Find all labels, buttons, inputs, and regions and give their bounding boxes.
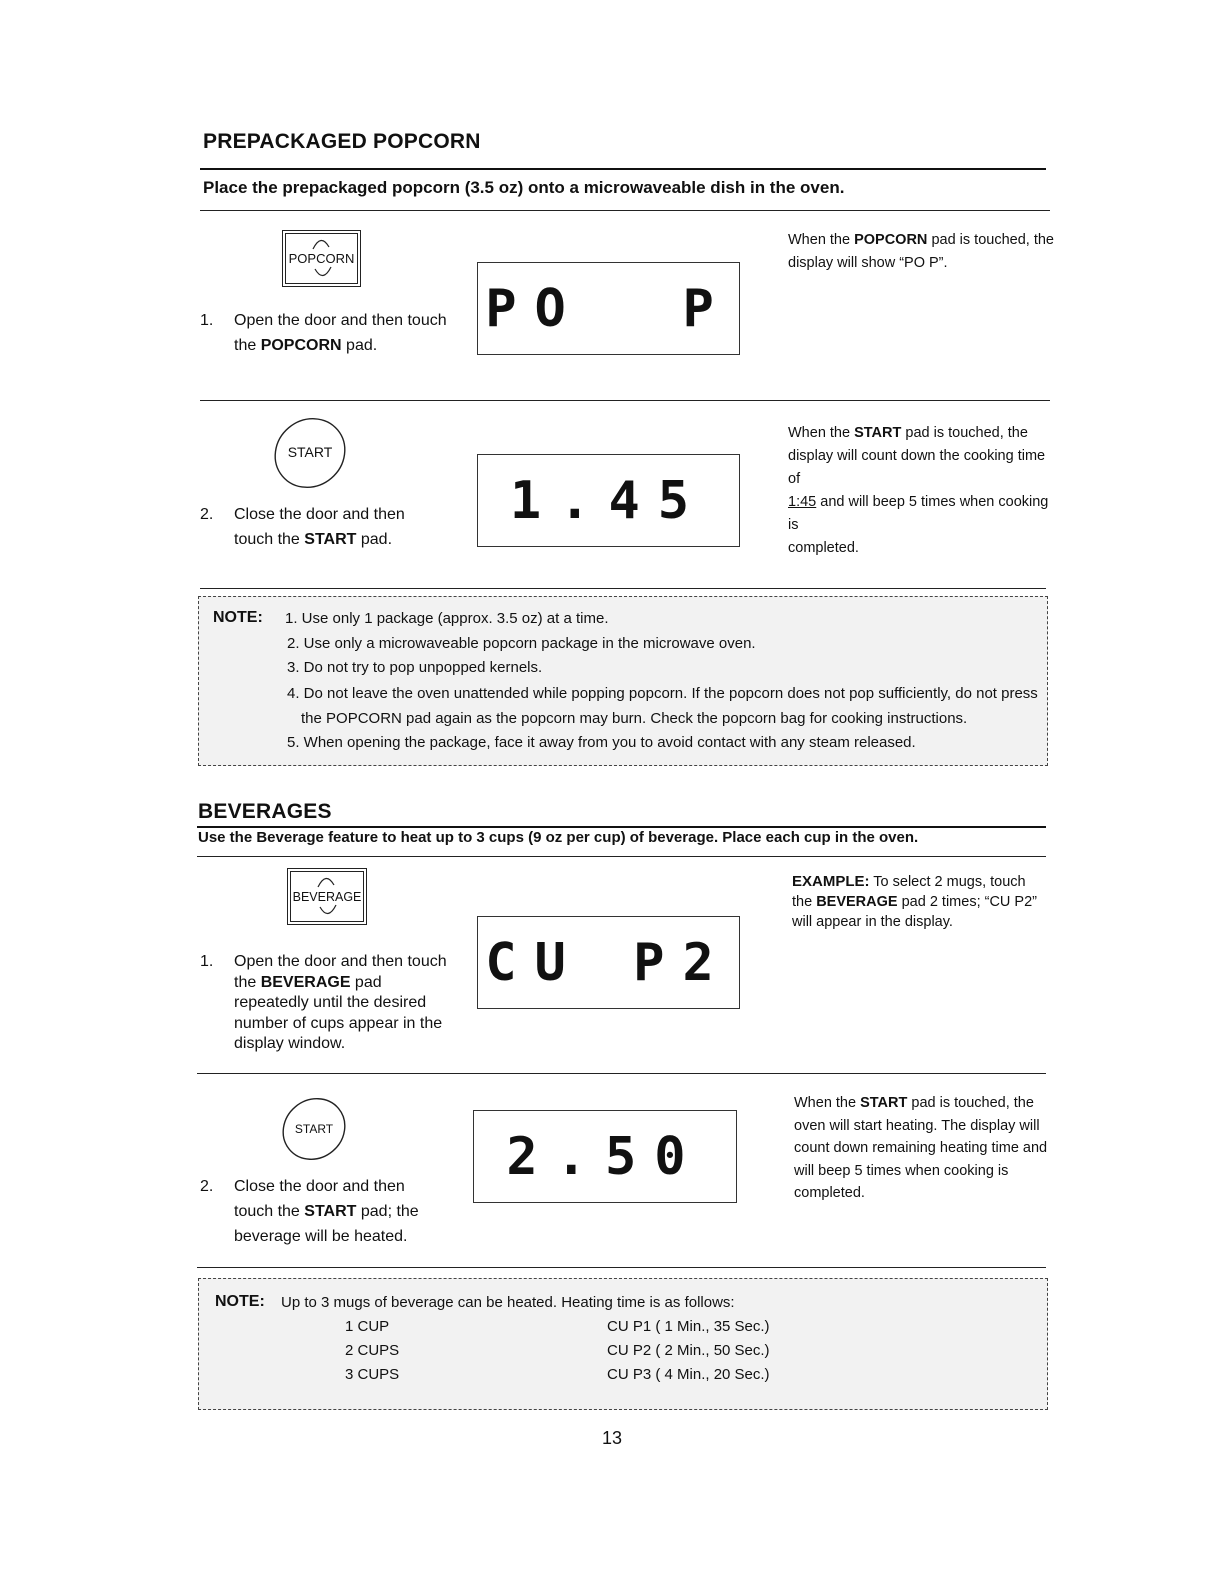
start-pad-label: START: [287, 444, 333, 460]
section-title-popcorn: PREPACKAGED POPCORN: [203, 130, 481, 153]
divider: [200, 588, 1046, 589]
start-pad[interactable]: [277, 1090, 351, 1168]
side-line: the BEVERAGE pad 2 times; “CU P2”: [792, 894, 1037, 910]
beverage-step-2: [200, 1174, 460, 1250]
side-line: count down remaining heating time and: [794, 1140, 1048, 1156]
step-line: Close the door and then: [234, 506, 405, 523]
divider: [200, 210, 1050, 211]
side-line: When the POPCORN pad is touched, the: [788, 232, 1054, 248]
step-line: touch the START pad; the: [234, 1203, 419, 1220]
beverage-display-2: [473, 1110, 737, 1203]
side-line: When the START pad is touched, the: [788, 425, 1028, 441]
step-line: the POPCORN pad.: [234, 337, 378, 354]
step-line: the BEVERAGE pad: [234, 973, 382, 991]
step-line: Open the door and then touch: [234, 953, 447, 970]
note-item: the POPCORN pad again as the popcorn may burn. Check the popcorn bag for cooking instructions.: [301, 710, 968, 727]
step-line: repeatedly until the desired: [234, 994, 427, 1011]
step-line: number of cups appear in the: [234, 1014, 443, 1032]
side-line: 1:45 and will beep 5 times when cooking is: [788, 494, 1049, 533]
popcorn-display-2: [477, 454, 740, 547]
popcorn-step-2: [200, 502, 460, 554]
note-item: 4. Do not leave the oven unattended while popping popcorn. If the popcorn does not pop sufficiently, do not press: [287, 685, 1038, 702]
note-row-cups: 3 CUPS: [345, 1366, 400, 1383]
note-label: NOTE:: [215, 1293, 265, 1310]
side-line: display will show “PO P”.: [788, 255, 948, 271]
divider: [200, 400, 1050, 401]
page-number: 13: [601, 1428, 623, 1448]
popcorn-step-1: [200, 308, 460, 360]
note-intro: Up to 3 mugs of beverage can be heated. Heating time is as follows:: [281, 1294, 735, 1311]
side-line: display will count down the cooking time of: [788, 448, 1046, 487]
divider: [197, 856, 1046, 857]
beverage-step-1: [200, 952, 470, 1056]
display-readout: CU P2: [485, 932, 732, 993]
step-line: Close the door and then: [234, 1178, 405, 1195]
note-item: 1. Use only 1 package (approx. 3.5 oz) at a time.: [285, 610, 609, 627]
divider: [197, 1073, 1046, 1074]
side-line: EXAMPLE: To select 2 mugs, touch: [792, 873, 1026, 890]
beverage-note-box: [198, 1278, 1048, 1410]
start-pad-label: START: [294, 1122, 334, 1136]
note-label: NOTE:: [213, 609, 263, 626]
note-row-cups: 1 CUP: [345, 1318, 390, 1335]
divider: [197, 826, 1046, 828]
note-row-cups: 2 CUPS: [345, 1342, 400, 1359]
side-line: completed.: [788, 540, 859, 556]
step-line: Open the door and then touch: [234, 312, 447, 329]
step-line: touch the START pad.: [234, 531, 393, 548]
side-line: When the START pad is touched, the: [794, 1095, 1034, 1111]
popcorn-pad-label: POPCORN: [288, 251, 355, 266]
step-number: 1.: [200, 953, 214, 970]
beverage-side-note-2: [794, 1092, 1054, 1205]
side-line: will appear in the display.: [792, 914, 953, 930]
display-readout: PO P: [485, 278, 732, 339]
divider: [197, 1267, 1046, 1268]
popcorn-display-1: [477, 262, 740, 355]
step-line: beverage will be heated.: [234, 1228, 408, 1245]
pad-arc-icon: [283, 231, 362, 288]
beverage-side-note-1: [792, 872, 1052, 932]
note-row-time: CU P2 ( 2 Min., 50 Sec.): [607, 1342, 770, 1359]
note-item: 5. When opening the package, face it away from you to avoid contact with any steam released.: [287, 734, 916, 751]
side-line: oven will start heating. The display will: [794, 1117, 1040, 1134]
beverage-display-1: [477, 916, 740, 1009]
side-line: will beep 5 times when cooking is: [794, 1162, 1009, 1179]
beverage-pad-label: BEVERAGE: [292, 889, 362, 904]
note-row-time: CU P1 ( 1 Min., 35 Sec.): [607, 1318, 770, 1335]
popcorn-note-box: [198, 596, 1048, 766]
popcorn-pad[interactable]: [282, 230, 361, 287]
display-readout: 2.50: [506, 1126, 704, 1187]
step-text: [234, 502, 405, 552]
note-row-time: CU P3 ( 4 Min., 20 Sec.): [607, 1366, 770, 1383]
step-text: [234, 1174, 419, 1249]
popcorn-side-note-2: [788, 422, 1058, 560]
display-readout: 1.45: [509, 470, 708, 531]
section-title-beverages: BEVERAGES: [198, 800, 332, 823]
pad-arc-icon: [288, 869, 368, 926]
popcorn-side-note-1: [788, 229, 1058, 275]
side-line: completed.: [794, 1185, 865, 1201]
step-number: 1.: [200, 312, 214, 329]
note-item: 2. Use only a microwaveable popcorn package in the microwave oven.: [287, 635, 756, 652]
divider: [200, 168, 1046, 170]
step-text: [234, 308, 447, 358]
note-item: 3. Do not try to pop unpopped kernels.: [287, 659, 543, 676]
step-number: 2.: [200, 506, 214, 523]
step-number: 2.: [200, 1178, 214, 1195]
beverage-pad[interactable]: [287, 868, 367, 925]
step-line: display window.: [234, 1035, 346, 1052]
step-text: [234, 952, 447, 1055]
beverages-subtitle: Use the Beverage feature to heat up to 3 cups (9 oz per cup) of beverage. Place each cup in the oven.: [198, 829, 919, 846]
start-pad[interactable]: [268, 410, 352, 496]
popcorn-subtitle: Place the prepackaged popcorn (3.5 oz) onto a microwaveable dish in the oven.: [203, 178, 845, 197]
